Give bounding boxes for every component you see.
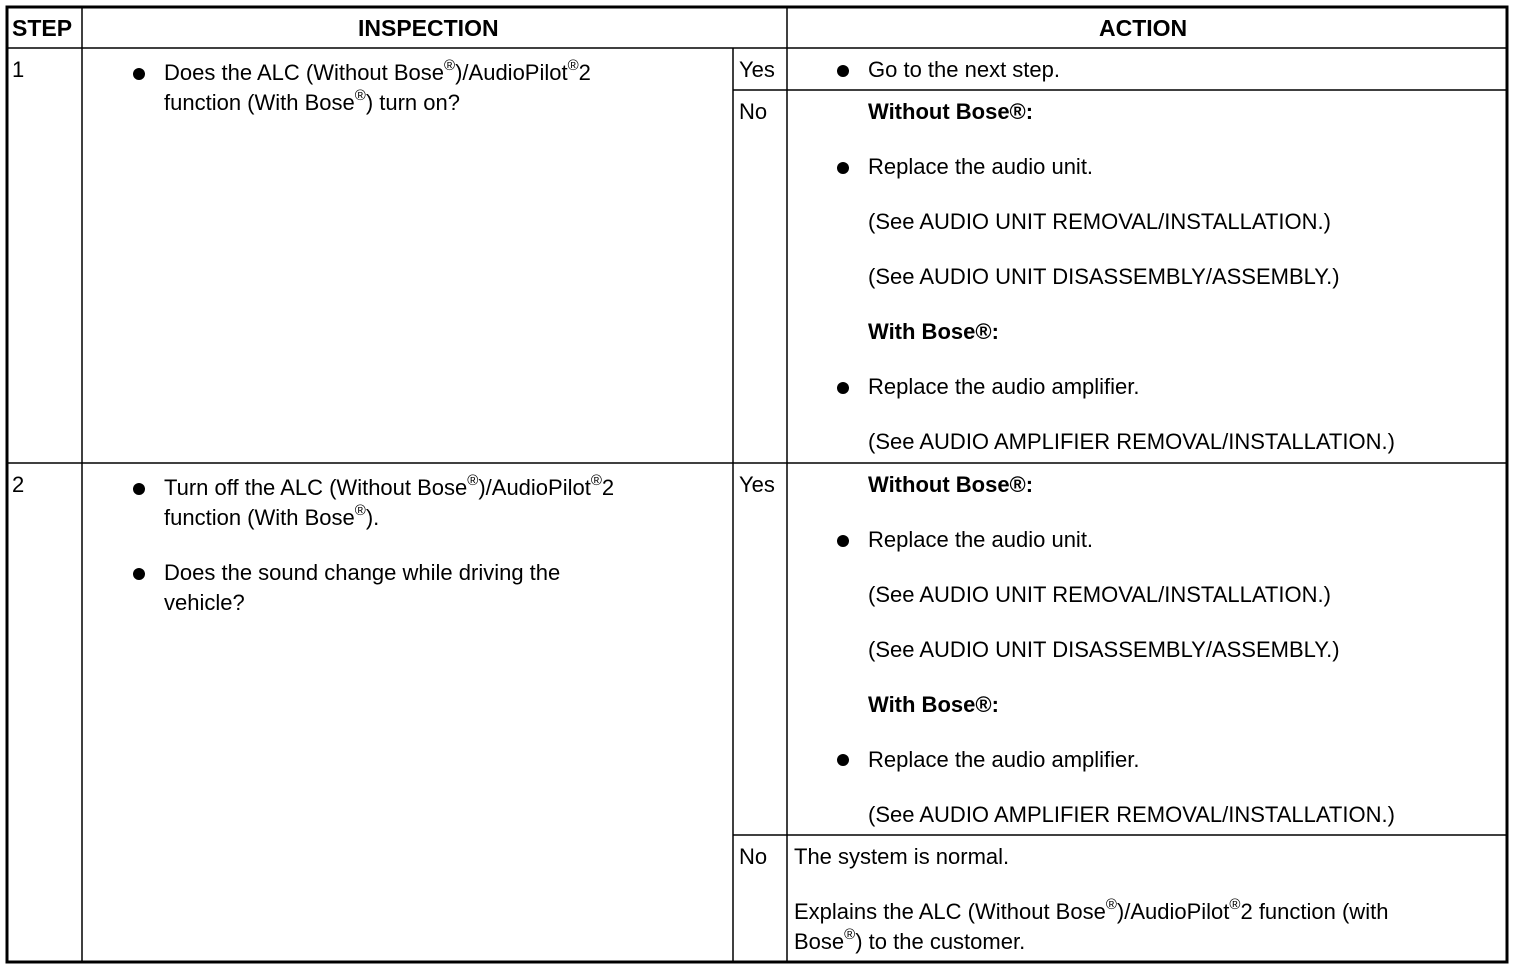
bullet xyxy=(837,65,849,77)
step-1-yes-action: Go to the next step. xyxy=(868,57,1061,82)
bullet xyxy=(133,483,145,495)
step-1-no-with-item: Replace the audio amplifier. xyxy=(868,374,1140,399)
header-step: STEP xyxy=(12,15,73,41)
step-2-yes-with-item: Replace the audio amplifier. xyxy=(868,747,1140,772)
step-2-yes-without-ref2: (See AUDIO UNIT DISASSEMBLY/ASSEMBLY.) xyxy=(868,637,1340,662)
step-1-no-with-ref: (See AUDIO AMPLIFIER REMOVAL/INSTALLATION.) xyxy=(868,429,1395,454)
step-2-yes-with-title: With Bose®: xyxy=(868,692,999,717)
step-2-no-line1: The system is normal. xyxy=(794,844,1010,869)
step-2-no-label: No xyxy=(739,844,768,869)
step-2-yes-with-ref: (See AUDIO AMPLIFIER REMOVAL/INSTALLATION.) xyxy=(868,802,1395,827)
header-action: ACTION xyxy=(1099,15,1188,41)
step-1-yes-label: Yes xyxy=(739,57,775,82)
step-2-yes-without-item: Replace the audio unit. xyxy=(868,527,1094,552)
step-1-number: 1 xyxy=(12,57,25,82)
step-2-no-line3: Bose®) to the customer. xyxy=(794,925,1026,954)
step-2-yes-label: Yes xyxy=(739,472,775,497)
bullet xyxy=(133,68,145,80)
step-2-number: 2 xyxy=(12,472,25,497)
step-2-inspection-1-line1: Turn off the ALC (Without Bose®)/AudioPilot®2 xyxy=(164,471,615,500)
step-1-no-without-title: Without Bose®: xyxy=(868,99,1034,124)
step-2-inspection-2-line2: vehicle? xyxy=(164,590,245,615)
step-1-no-without-item: Replace the audio unit. xyxy=(868,154,1094,179)
step-2-inspection-2-line1: Does the sound change while driving the xyxy=(164,560,561,585)
step-1-no-label: No xyxy=(739,99,768,124)
bullet xyxy=(837,162,849,174)
step-2-inspection-1-line2: function (With Bose®). xyxy=(164,501,380,530)
step-1-no-without-ref2: (See AUDIO UNIT DISASSEMBLY/ASSEMBLY.) xyxy=(868,264,1340,289)
step-2-no-line2: Explains the ALC (Without Bose®)/AudioPilot®2 function (with xyxy=(794,895,1389,924)
step-1-inspection-line1: Does the ALC (Without Bose®)/AudioPilot®2 xyxy=(164,56,591,85)
step-1-no-with-title: With Bose®: xyxy=(868,319,999,344)
bullet xyxy=(837,754,849,766)
step-1-no-without-ref1: (See AUDIO UNIT REMOVAL/INSTALLATION.) xyxy=(868,209,1331,234)
step-1-inspection-line2: function (With Bose®) turn on? xyxy=(164,86,460,115)
bullet xyxy=(133,568,145,580)
header-inspection: INSPECTION xyxy=(358,15,499,41)
step-2-yes-without-title: Without Bose®: xyxy=(868,472,1034,497)
bullet xyxy=(837,535,849,547)
step-2-yes-without-ref1: (See AUDIO UNIT REMOVAL/INSTALLATION.) xyxy=(868,582,1331,607)
bullet xyxy=(837,382,849,394)
